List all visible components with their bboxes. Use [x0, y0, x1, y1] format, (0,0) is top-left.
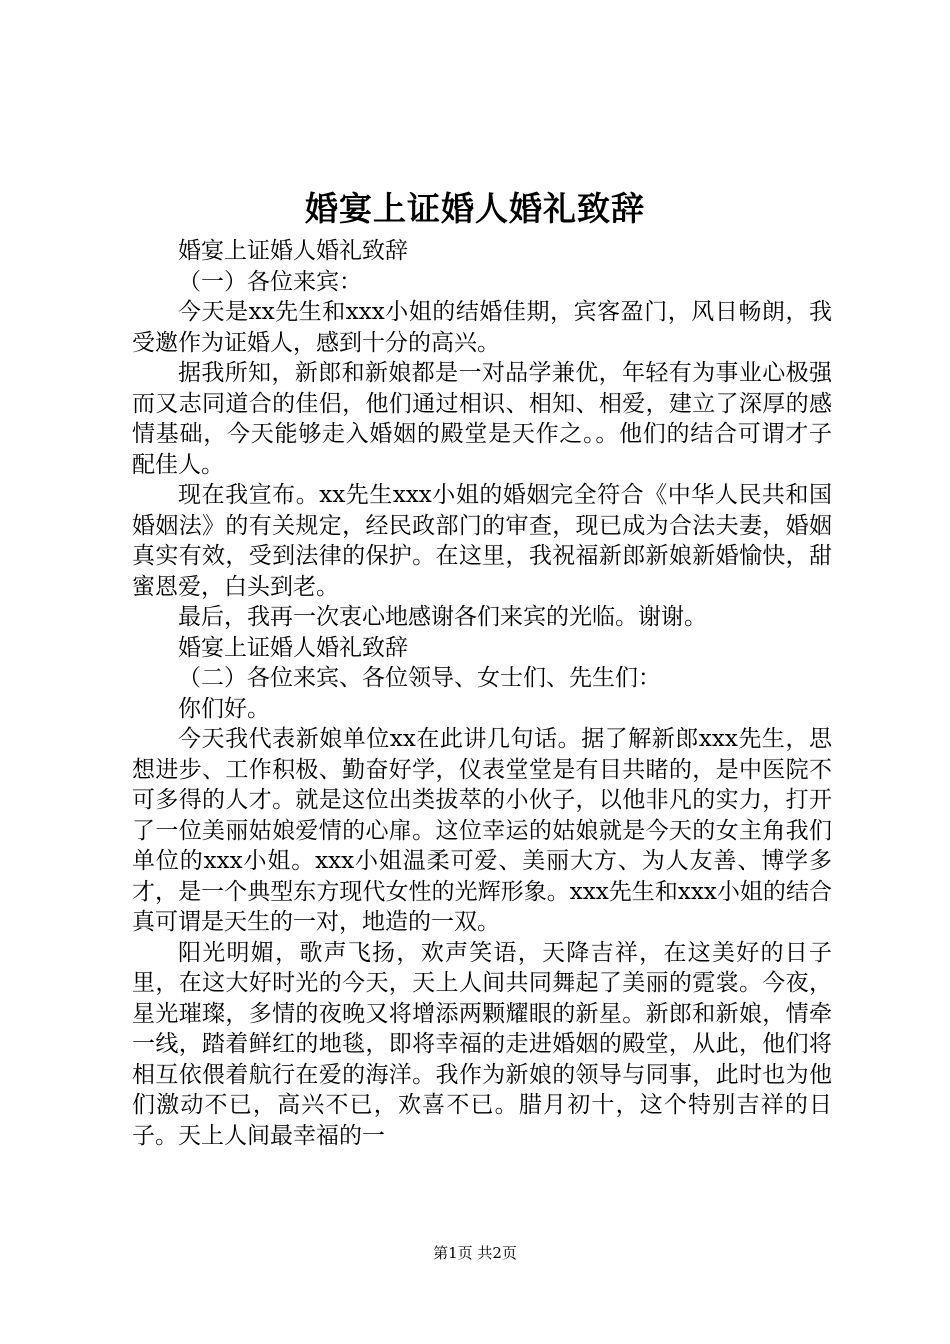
paragraph: 据我所知，新郎和新娘都是一对品学兼优，年轻有为事业心极强而又志同道合的佳侣，他们通过相识、相知、相爱，建立了深厚的感情基础，今天能够走入婚姻的殿堂是天作之。。他们的结合可谓才子配佳人。	[132, 360, 832, 478]
paragraph: （二）各位来宾、各位领导、女士们、先生们：	[178, 665, 661, 691]
paragraph: 你们好。	[178, 695, 270, 722]
paragraph: 婚宴上证婚人婚礼致辞	[178, 238, 408, 264]
document-body	[132, 236, 832, 1151]
paragraph: 今天我代表新娘单位xx在此讲几句话。据了解新郎xxx先生，思想进步、工作积极、勤奋好学，仪表堂堂是有目共睹的，是中医院不可多得的人才。就是这位出类拔萃的小伙子，以他非凡的实力，打开了一位美丽姑娘爱情的心扉。这位幸运的姑娘就是今天的女主角我们单位的xxx小姐。xxx小姐温柔可爱、美丽大方、为人友善、博学多才，是一个典型东方现代女性的光辉形象。xxx先生和xxx小姐的结合真可谓是天生的一对，地造的一双。	[132, 726, 832, 935]
paragraph: 最后，我再一次衷心地感谢各们来宾的光临。谢谢。	[178, 604, 707, 630]
paragraph: 阳光明媚，歌声飞扬，欢声笑语，天降吉祥，在这美好的日子里，在这大好时光的今天，天上人间共同舞起了美丽的霓裳。今夜，星光璀璨，多情的夜晚又将增添两颗耀眼的新星。新郎和新娘，情牵一线，踏着鲜红的地毯，即将幸福的走进婚姻的殿堂，从此，他们将相互依偎着航行在爱的海洋。我作为新娘的领导与同事，此时也为他们激动不已，高兴不已，欢喜不已。腊月初十，这个特别吉祥的日子。天上人间最幸福的一	[132, 939, 832, 1149]
paragraph: （一）各位来宾：	[178, 268, 362, 295]
paragraph: 婚宴上证婚人婚礼致辞	[178, 634, 408, 661]
paragraph: 现在我宣布。xx先生xxx小姐的婚姻完全符合《中华人民共和国婚姻法》的有关规定，经民政部门的审查，现已成为合法夫妻，婚姻真实有效，受到法律的保护。在这里，我祝福新郎新娘新婚愉快，甜蜜恩爱，白头到老。	[132, 482, 832, 600]
paragraph: 今天是xx先生和xxx小姐的结婚佳期，宾客盈门，风日畅朗，我受邀作为证婚人，感到十分的高兴。	[132, 299, 832, 356]
page-number-footer: 第1页 共2页	[433, 1244, 517, 1262]
document-title: 婚宴上证婚人婚礼致辞	[305, 189, 645, 228]
